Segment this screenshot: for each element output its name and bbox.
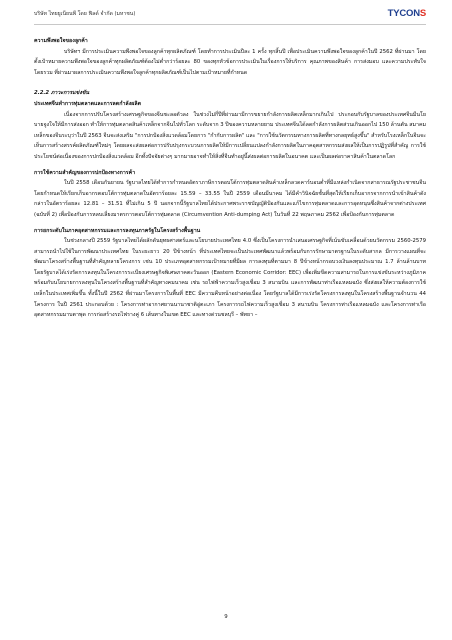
logo-text: TYCONS	[387, 7, 426, 19]
infrastructure-paragraph: ในช่วงกลางปี 2559 รัฐบาลไทยได้ผลักดันยุทธศาสตร์และนโยบายประเทศไทย 4.0 ซึ่งเป็นโครงการนำเสนอเศรษฐกิจที่เน้นขับเคลื่อนด้วยนวัตกรรม 2560-2579 สามารถนำไปใช้ในการพัฒนาประเทศไทย ในระยะยาว 20 ปีข้างหน้า ที่ประเทศไทยจะเป็นประเทศพัฒนาแล้วพร้อมกับการรักษามาตรฐานในระดับสากล มีการวางแผนที่จะพัฒนาโครงสร้างพื้นฐานที่สำคัญหลายโครงการ เช่น 10 ประเภทอุตสาหกรรมเป้าหมายที่มีผล การลงทุนที่ตามมา 8 ปีข้างหน้ากรอบวงเงินลงทุนประมาณ 1.7 ล้านล้านบาท โดยรัฐบาลได้เร่งรัดการลงทุนในโครงการระเบียงเศรษฐกิจพิเศษภาคตะวันออก (Eastern Economic Corridor: EEC) เพื่อเพิ่มขีดความสามารถในการแข่งขันระหว่างภูมิภาค พร้อมกับนโยบายการลงทุนในโครงสร้างพื้นฐานที่สำคัญทางคมนาคม เช่น รถไฟฟ้าความเร็วสูงเชื่อม 3 สนามบิน และการพัฒนาท่าเรือแหลมฉบัง ซึ่งส่งผลให้ความต้องการใช้เหล็กในประเทศเพิ่มขึ้น ทั้งนี้ในปี 2562 ที่ผ่านมาโครงการในพื้นที่ EEC มีความคืบหน้าอย่างต่อเนื่อง โดยรัฐบาลได้มีการเร่งรัดโครงการลงทุนในโครงสร้างพื้นฐานจำนวน 44 โครงการ ในปี 2561 ประกอบด้วย : โครงการท่าอากาศยานนานาชาติอู่ตะเภา โครงการรถไฟความเร็วสูงเชื่อม 3 สนามบิน โครงการท่าเรือแหลมฉบัง และโครงการท่าเรืออุตสาหกรรมมาบตาพุด การก่อสร้างรถไฟรางคู่ 6 เส้นทางในเขต EEC และทางด่วนชลบุรี – พัทยา –	[34, 238, 426, 319]
page-header	[34, 6, 426, 25]
page-number: 9	[224, 614, 228, 620]
china-paragraph: เนื่องจากการปรับโครงสร้างเศรษฐกิจของจีนชะลอตัวลง ในช่วงไม่กี่ปีที่ผ่านมามีการขยายกำลังการผลิตเหล็กมากเกินไป ประกอบกับรัฐบาลของประเทศจีนมีนโยบายจูงใจให้มีการส่งออก ทำให้การทุ่มตลาดสินค้าเหล็กจากจีนไปทั่วโลก ระดับจาก 3 ปีของความหลายยาม ประเทศจีนได้ลดกำลังการผลิตส่วนเกินออกไป 150 ล้านตัน สมาคมเหล็กของจีนระบุว่าในปี 2563 จีนจะส่งเสริม "การปกป้องสิ่งแวดล้อมโดยการ "กำกับการผลิต" และ "การใช้นวัตกรรมทางการผลิตที่ทางกลยุทธ์สูงขึ้น" สำหรับโรงเหล็กในจีนจะเห็นการสร้างสรรค์ผลิตภัณฑ์ใหม่ๆ โดยผลจะส่งผลต่อการปรับปรุงกระบวนการผลิตให้มีการเปลี่ยนแปลงกำลังการผลิตในภาคอุตสาหกรรมส่งผลให้เป็นการปฏิรูปที่สำคัญ การใช้ประโยชน์ต่อเนื่องของการปกป้องสิ่งแวดล้อม อีกทั้งปัจจัยต่างๆ มากมายอาจทำให้สิ่งที่จีนทำอยู่นี้ส่งผลต่อการผลิตในอนาคต และเป็นผลต่อราคาสินค้าในตลาดโลก	[34, 111, 426, 160]
tycons-logo	[388, 7, 426, 19]
satisfaction-paragraph: บริษัทฯ มีการประเมินความพึงพอใจของลูกค้าทุกผลิตภัณฑ์ โดยทำการประเมินปีละ 1 ครั้ง ทุกสิ้นปี เพื่อประเมินความพึงพอใจของลูกค้าในปี 2562 ที่ผ่านมา โดยตั้งเป้าหมายความพึงพอใจของลูกค้าทุกผลิตภัณฑ์ต้องไม่ต่ำกว่าร้อยละ 80 ของทุกหัวข้อการประเมินในเรื่องการให้บริการ คุณภาพของสินค้า การส่งมอบ และความประทับใจโดยรวม ที่ผ่านมาผลการประเมินความพึงพอใจลูกค้าทุกผลิตภัณฑ์เป็นไปตามเป้าหมายที่กำหนด	[34, 48, 426, 76]
company-name: บริษัท ไทยยูเนียนพี โดย ฟิลด์ จำกัด (มหาชน)	[34, 11, 136, 17]
infrastructure-heading: การยกระดับในภาคอุตสาหกรรมและการลงทุนภาครัฐในโครงสร้างพื้นฐาน	[34, 227, 201, 234]
protection-paragraph: ในปี 2558 เดือนกันยายน รัฐบาลไทยได้ทำการกำหนดอัตราภาษีการตอบโต้การทุ่มตลาดสินค้าเหล็กลวดคาร์บอนต่ำที่มีแหล่งกำเนิดจากสาธารณรัฐประชาชนจีน โดยกำหนดให้เรียกเก็บอากรตอบโต้การทุ่มตลาดในอัตราร้อยละ 15.59 – 33.55 ในปี 2559 เดือนมีนาคม ได้มีคำวินิจฉัยชั้นที่สุดให้เรียกเก็บอากรจากการนำเข้าสินค้าดังกล่าวในอัตราร้อยละ 12.81 – 31.51 ที่ไม่เกิน 5 ปี นอกจากนี้รัฐบาลไทยได้ประกาศพระราชบัญญัติป้องกันและแก้ไขการทุ่มตลาดและการอุดหนุนซึ่งสินค้าจากต่างประเทศ (ฉบับที่ 2) เพื่อป้องกันการหลบเลี่ยงมาตรการตอบโต้การทุ่มตลาด (Circumvention Anti-dumping Act) ในวันที่ 22 พฤษภาคม 2562 เพื่อป้องกันการทุ่มตลาด	[34, 180, 426, 218]
protection-heading: การใช้ความสำคัญของการปกป้องทางการค้า	[34, 169, 136, 176]
china-heading: ประเทศจีนทำการทุ่มตลาดและการลดกำลังผลิต	[34, 100, 142, 107]
competition-heading: 2.2.2 ภาวะการแข่งขัน	[34, 90, 90, 97]
satisfaction-heading: ความพึงพอใจของลูกค้า	[34, 38, 88, 44]
document-body	[34, 36, 426, 321]
